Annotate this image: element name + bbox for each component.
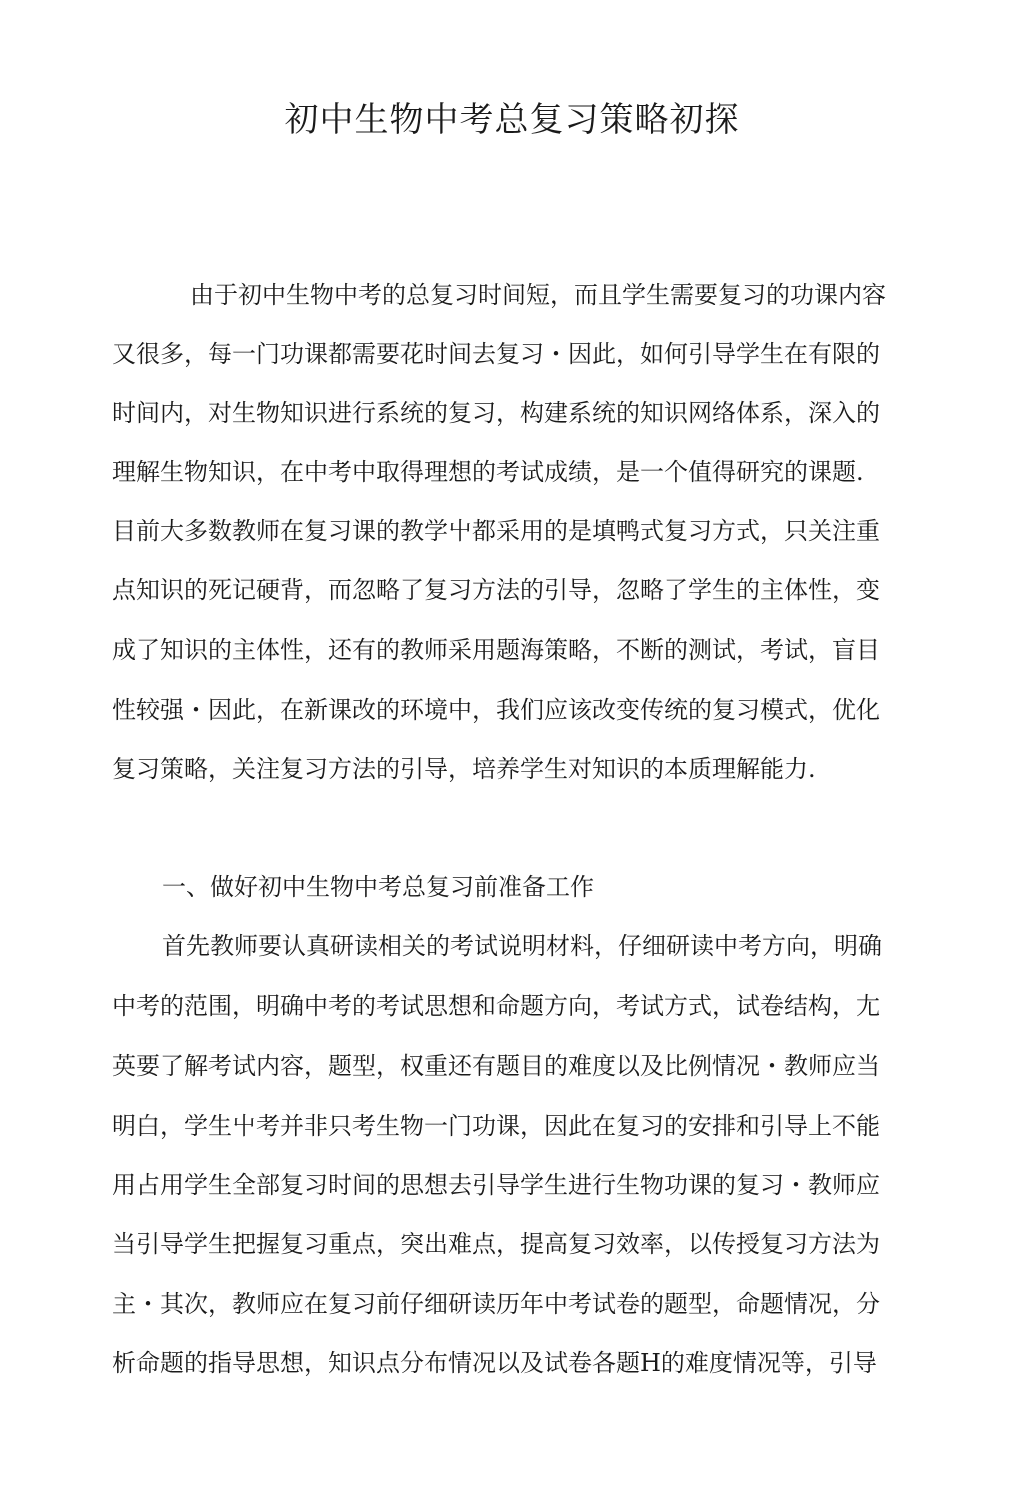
section-1-heading: 一、做好初中生物中考总复习前准备工作 — [162, 873, 594, 901]
paragraph-1-line-3: 时间内，对生物知识进行系统的复习，构建系统的知识网络体系，深入的 — [112, 399, 880, 427]
paragraph-2-line-5: 用占用学生全部复习时间的思想去引导学生进行生物功课的复习・教师应 — [112, 1171, 880, 1199]
paragraph-1-line-9: 复习策略，关注复习方法的引导，培养学生对知识的本质理解能力. — [112, 755, 816, 783]
paragraph-2-line-1: 首先教师要认真研读相关的考试说明材料，仔细研读中考方向，明确 — [162, 932, 882, 960]
paragraph-1-line-7: 成了知识的主体性，还有的教师采用题海策略，不断的测试，考试，盲目 — [112, 636, 880, 664]
paragraph-2-line-2: 中考的范围，明确中考的考试思想和命题方向，考试方式，试卷结构，尢 — [112, 992, 880, 1020]
paragraph-1-line-8: 性较强・因此，在新课改的环境中，我们应该改变传统的复习模式，优化 — [112, 696, 880, 724]
paragraph-2-line-8: 析命题的指导思想，知识点分布情况以及试卷各题H的难度情况等，引导 — [112, 1349, 877, 1377]
paragraph-2-line-3: 英要了解考试内容，题型，权重还有题目的难度以及比例情况・教师应当 — [112, 1052, 880, 1080]
document-title: 初中生物中考总复习策略初探 — [284, 100, 740, 140]
paragraph-2-line-6: 当引导学生把握复习重点，突出难点，提高复习效率，以传授复习方法为 — [112, 1230, 880, 1258]
paragraph-1-line-4: 理解生物知识，在中考中取得理想的考试成绩，是一个值得研究的课题. — [112, 458, 864, 486]
paragraph-1-line-2: 又很多，每一门功课都需要花时间去复习・因此，如何引导学生在有限的 — [112, 340, 880, 368]
paragraph-1-line-5: 目前大多数教师在复习课的教学屮都采用的是填鸭式复习方式，只关注重 — [112, 517, 880, 545]
paragraph-1-line-1: 由于初中生物中考的总复习时间短，而且学生需要复习的功课内容 — [190, 281, 886, 309]
paragraph-2-line-4: 明白，学生屮考并非只考生物一门功课，因此在复习的安排和引导上不能 — [112, 1112, 880, 1140]
paragraph-2-line-7: 主・其次，教师应在复习前仔细研读历年中考试卷的题型，命题情况，分 — [112, 1290, 880, 1318]
paragraph-1-line-6: 点知识的死记硬背，而忽略了复习方法的引导，忽略了学生的主体性，变 — [112, 576, 880, 604]
